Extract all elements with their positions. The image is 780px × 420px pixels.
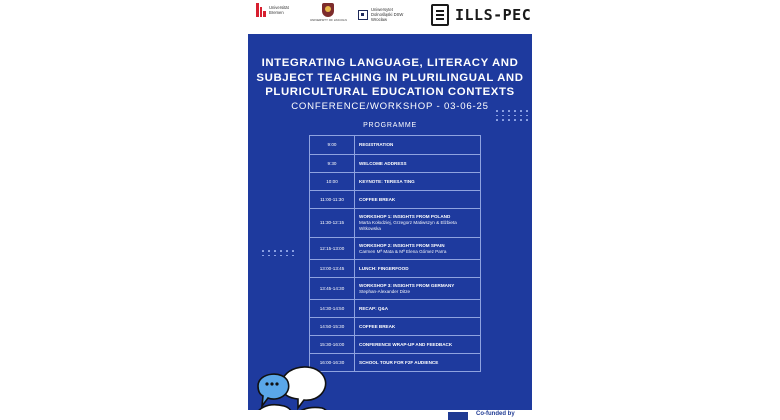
programme-time: 15:30-16:00 bbox=[310, 336, 355, 353]
programme-event-speakers: Stephan-Alexander Ditze bbox=[359, 288, 411, 294]
programme-time: 14:50-15:30 bbox=[310, 318, 355, 335]
programme-event bbox=[355, 136, 480, 154]
programme-event bbox=[355, 278, 480, 299]
eu-cofunded-text: Co-funded by bbox=[476, 411, 515, 417]
title-line: SUBJECT TEACHING IN PLURILINGUAL AND bbox=[256, 71, 524, 84]
programme-time: 9:00 bbox=[310, 136, 355, 154]
event-subtitle: CONFERENCE/WORKSHOP - 03-06-25 bbox=[291, 101, 489, 112]
programme-event-title: COFFEE BREAK bbox=[359, 323, 396, 329]
programme-event-title: WORKSHOP 1: INSIGHTS FROM POLAND bbox=[359, 214, 451, 220]
programme-event bbox=[355, 336, 480, 353]
poster bbox=[248, 0, 532, 420]
programme-row bbox=[310, 237, 480, 259]
programme-event bbox=[355, 191, 480, 208]
programme-event-title: CONFERENCE WRAP-UP AND FEEDBACK bbox=[359, 341, 453, 347]
programme-time: 13:45-14:30 bbox=[310, 278, 355, 299]
dsw-logo-text: Uniwersytet Dolnośląski DSW Wrocław bbox=[371, 7, 404, 22]
title-line: PLURICULTURAL EDUCATION CONTEXTS bbox=[265, 86, 515, 98]
dsw-logo bbox=[358, 7, 403, 22]
programme-event bbox=[355, 238, 480, 259]
programme-time: 12:15-13:00 bbox=[310, 238, 355, 259]
programme-event-title: WORKSHOP 2: INSIGHTS FROM SPAIN bbox=[359, 242, 445, 248]
bremen-logo-text: Universität Bremen bbox=[269, 5, 289, 15]
programme-event-title: COFFEE BREAK bbox=[359, 196, 396, 202]
programme-event-title: WELCOME ADDRESS bbox=[359, 160, 407, 166]
programme-time: 9:30 bbox=[310, 155, 355, 172]
programme-event bbox=[355, 155, 480, 172]
programme-row bbox=[310, 317, 480, 335]
dsw-mark-icon bbox=[358, 10, 368, 20]
programme-time: 10:00 bbox=[310, 173, 355, 190]
programme-heading: PROGRAMME bbox=[363, 122, 417, 129]
programme-row bbox=[310, 299, 480, 317]
programme-row bbox=[310, 154, 480, 172]
programme-event-title: WORKSHOP 3: INSIGHTS FROM GERMANY bbox=[359, 282, 455, 288]
programme-event bbox=[355, 318, 480, 335]
speech-bubbles-illustration bbox=[248, 336, 368, 420]
ills-pec-logo-text: ILLS-PEC bbox=[455, 6, 532, 24]
programme-time: 11:00-11:30 bbox=[310, 191, 355, 208]
programme-event-speakers: Carmen Mª Mata & Mª Elena Gómez Parra bbox=[359, 248, 447, 254]
programme-time: 13:00-13:45 bbox=[310, 260, 355, 277]
decorative-dots bbox=[262, 250, 295, 256]
lincoln-logo bbox=[310, 3, 347, 23]
programme-event bbox=[355, 260, 480, 277]
programme-row bbox=[310, 172, 480, 190]
bremen-mark-icon bbox=[256, 3, 266, 17]
programme-event-title: REGISTRATION bbox=[359, 142, 394, 148]
lincoln-logo-text: UNIVERSITY OF LINCOLN bbox=[310, 18, 347, 22]
programme-row bbox=[310, 259, 480, 277]
programme-event bbox=[355, 300, 480, 317]
programme-row bbox=[310, 190, 480, 208]
title-line: INTEGRATING LANGUAGE, LITERACY AND bbox=[261, 57, 519, 69]
logo-bar bbox=[248, 0, 532, 34]
bremen-logo bbox=[256, 3, 289, 17]
poster-title bbox=[248, 56, 532, 100]
programme-event bbox=[355, 209, 480, 237]
programme-event bbox=[355, 173, 480, 190]
programme-event-title: RECAP: Q&A bbox=[359, 305, 389, 311]
programme-row bbox=[310, 277, 480, 299]
lincoln-crest-icon bbox=[322, 3, 334, 17]
programme-row bbox=[310, 136, 480, 154]
programme-event-title: SCHOOL TOUR FOR F2F AUDIENCE bbox=[359, 359, 439, 365]
programme-event-title: LUNCH: FINGERFOOD bbox=[359, 265, 409, 271]
decorative-dots bbox=[496, 110, 529, 121]
ills-pec-logo bbox=[431, 4, 531, 26]
eu-flag-icon bbox=[448, 412, 468, 420]
programme-event-title: KEYNOTE: TERESA TING bbox=[359, 178, 415, 184]
programme-event-speakers: Marta Kołodziej, Grzegorz Matiwszyn & Elżbieta Witkowska bbox=[359, 220, 457, 231]
footer-bar bbox=[248, 410, 532, 420]
programme-time: 14:30-14:50 bbox=[310, 300, 355, 317]
programme-row bbox=[310, 208, 480, 237]
document-icon bbox=[431, 4, 449, 26]
programme-time: 16:00-16:30 bbox=[310, 354, 355, 371]
programme-event bbox=[355, 354, 480, 371]
programme-time: 11:30-12:15 bbox=[310, 209, 355, 237]
